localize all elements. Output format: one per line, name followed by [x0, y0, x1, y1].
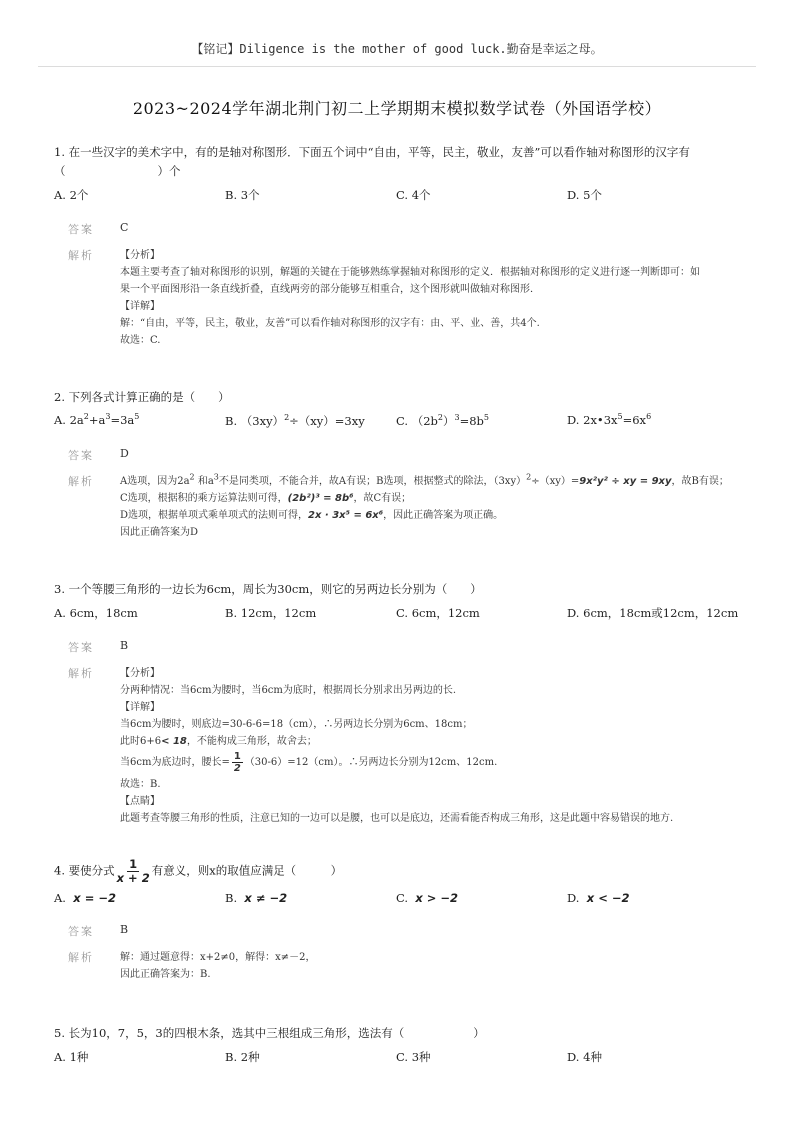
question-4-options [54, 891, 754, 905]
math-expression: 2x · 3x⁵ = 6x⁶ [308, 510, 384, 521]
analysis-line: 解：“自由，平等，民主，敬业，友善”可以看作轴对称图形的汉字有：由、平、业、善，共4个. [120, 318, 540, 329]
analysis-line: 【分析】 [120, 250, 160, 261]
question-2-analysis-body [120, 473, 740, 541]
question-1-analysis-body [120, 247, 740, 349]
math-expression: < 18 [161, 736, 187, 747]
analysis-line: 分两种情况：当6cm为腰时，当6cm为底时，根据周长分别求出另两边的长. [120, 685, 457, 696]
question-4-analysis-body [120, 949, 740, 983]
question-2-option-a: A. $2a^2+a^3=3a^5$ [54, 412, 140, 427]
analysis-line: 【详解】 [120, 301, 160, 312]
question-3-answer: B [120, 639, 129, 652]
question-2 [54, 388, 754, 541]
question-4 [54, 858, 754, 983]
analysis-label: 解析 [68, 951, 94, 964]
question-1-analysis [54, 247, 754, 349]
question-3-analysis-body [120, 665, 740, 827]
question-4-answer: B [120, 923, 129, 936]
question-1-option-a: A. 2个 [54, 188, 89, 202]
question-3-option-d: D. 6cm，18cm或12cm，12cm [567, 606, 739, 620]
question-3-analysis [54, 665, 754, 827]
analysis-line: A选项，因为$2a^2$ 和$a^3$不是同类项，不能合并，故A有误；B选项，根据整式的除法，$(3xy)^2\div(xy)=9x^2y^2$ ÷ xy = 9xy，故B有误； [120, 472, 729, 487]
page-title: 2023~2024学年湖北荆门初二上学期期末模拟数学试卷（外国语学校） [132, 99, 662, 118]
question-1-answer: C [120, 221, 129, 234]
question-1-answer-row [54, 221, 754, 237]
question-5-option-d: D. 4种 [567, 1050, 602, 1064]
question-4-analysis [54, 949, 754, 983]
analysis-line: 故选：B. [120, 779, 161, 790]
question-5-option-b: B. 2种 [225, 1050, 260, 1064]
question-3-option-c: C. 6cm，12cm [396, 606, 480, 620]
math-expression: 9x²y² ÷ xy = 9xy [579, 476, 672, 487]
question-5 [54, 1024, 754, 1065]
analysis-label: 解析 [68, 667, 94, 680]
question-2-analysis [54, 473, 754, 541]
question-2-option-c: C. $(2b^2)^3=8b^5$ [396, 413, 489, 428]
analysis-line: 本题主要考查了轴对称图形的识别，解题的关键在于能够熟练掌握轴对称图形的定义．根据轴对称图形的定义进行逐一判断即可：如 [120, 267, 700, 278]
question-2-answer: D [120, 447, 129, 460]
analysis-line: 果一个平面图形沿一条直线折叠，直线两旁的部分能够互相重合，这个图形就叫做轴对称图形． [120, 284, 540, 295]
analysis-line: 因此正确答案为D [120, 527, 199, 538]
question-1-option-d: D. 5个 [567, 188, 602, 202]
question-3-option-a: A. 6cm，18cm [54, 606, 138, 620]
question-4-option-b: B. x ≠ −2 [225, 891, 288, 905]
motto-header: 【铭记】Diligence is the mother of good luck.勤奋是幸运之母。 [191, 42, 603, 56]
question-3 [54, 580, 754, 827]
answer-label: 答案 [68, 449, 94, 462]
question-1 [54, 143, 754, 349]
answer-label: 答案 [68, 641, 94, 654]
question-5-options [54, 1049, 754, 1065]
analysis-line: 此时6+6< 18，不能构成三角形，故舍去； [120, 736, 317, 747]
question-4-stem: 4. 要使分式 $\frac{1}{x + 2}$ 有意义，则x的取值应满足（ ） [54, 857, 343, 885]
question-2-option-b: B. $(3xy)^2\div(xy)=3xy$ [225, 413, 365, 428]
question-1-option-b: B. 3个 [225, 188, 260, 202]
question-2-option-d: D. $2x•3x^5=6x^6$ [567, 412, 652, 427]
analysis-line: C选项，根据积的乘方运算法则可得，(2b²)³ = 8b⁶，故C有误； [120, 493, 412, 504]
question-4-option-d: D. x < −2 [567, 891, 630, 905]
math-expression: (2b²)³ = 8b⁶ [287, 493, 354, 504]
analysis-line: 当6cm为底边时，腰长= $\frac{1}{2}$ （30-6）=12（cm）。∴另两边长分别为12cm、12cm. [120, 751, 498, 774]
question-4-option-a: A. x = −2 [54, 891, 116, 905]
analysis-line: 因此正确答案为：B. [120, 969, 211, 980]
analysis-label: 解析 [68, 249, 94, 262]
analysis-line: D选项，根据单项式乘单项式的法则可得，2x · 3x⁵ = 6x⁶，因此正确答案为项正确。 [120, 510, 504, 521]
analysis-line: 【分析】 [120, 668, 160, 679]
question-2-stem: 2. 下列各式计算正确的是（ ） [54, 390, 230, 404]
analysis-line: 解：通过题意得：x+2≠0，解得：x≠－2， [120, 952, 316, 963]
analysis-line: 【详解】 [120, 702, 160, 713]
question-5-option-c: C. 3种 [396, 1050, 431, 1064]
header-divider [38, 66, 756, 67]
fraction: $\frac{1}{2}$ [233, 751, 241, 774]
question-4-answer-row [54, 923, 754, 939]
question-1-stem [54, 143, 754, 181]
question-1-stem-line-2: （ ）个 [54, 164, 181, 178]
answer-label: 答案 [68, 223, 94, 236]
analysis-label: 解析 [68, 475, 94, 488]
question-4-option-c: C. x > −2 [396, 891, 459, 905]
question-3-options [54, 605, 754, 621]
question-2-options [54, 413, 754, 429]
question-3-option-b: B. 12cm，12cm [225, 606, 317, 620]
answer-label: 答案 [68, 925, 94, 938]
question-2-answer-row [54, 447, 754, 463]
question-1-option-c: C. 4个 [396, 188, 431, 202]
question-3-answer-row [54, 639, 754, 655]
analysis-line: 此题考查等腰三角形的性质，注意已知的一边可以是腰，也可以是底边，还需看能否构成三角形，这是此题中容易错误的地方. [120, 813, 674, 824]
question-1-stem-line-1: 1. 在一些汉字的美术字中，有的是轴对称图形．下面五个词中“自由，平等，民主，敬业，友善”可以看作轴对称图形的汉字有 [54, 145, 690, 159]
analysis-line: 当6cm为腰时，则底边=30-6-6=18（cm），∴另两边长分别为6cm、18cm； [120, 719, 473, 730]
question-1-options [54, 187, 754, 203]
question-5-stem: 5. 长为10，7，5，3的四根木条，选其中三根组成三角形，选法有（ ） [54, 1026, 485, 1040]
fraction: $\frac{1}{x + 2}$ [116, 857, 150, 885]
question-5-option-a: A. 1种 [54, 1050, 89, 1064]
question-3-stem: 3. 一个等腰三角形的一边长为6cm，周长为30cm，则它的另两边长分别为（ ） [54, 582, 482, 596]
analysis-line: 【点睛】 [120, 796, 160, 807]
analysis-line: 故选：C. [120, 335, 161, 346]
